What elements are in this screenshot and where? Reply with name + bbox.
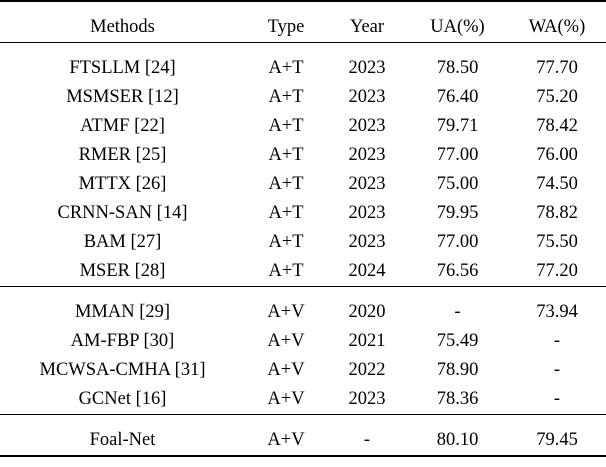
cell-wa: 73.94 <box>536 301 578 322</box>
cell-method: MSER [28] <box>79 261 166 282</box>
cell-type: A+V <box>267 360 305 381</box>
table-row <box>0 141 606 170</box>
cell-year: 2022 <box>348 360 386 381</box>
cell-wa: 78.42 <box>536 115 578 136</box>
rule-between-groups-1 <box>0 287 606 298</box>
cell-method: MTTX [26] <box>78 173 167 194</box>
cell-year: 2021 <box>348 331 386 352</box>
table-body <box>0 1 606 467</box>
cell-wa: 77.70 <box>536 57 578 78</box>
cell-wa: 78.82 <box>536 203 578 224</box>
table-header-row <box>0 13 606 43</box>
cell-method: MSMSER [12] <box>66 86 179 107</box>
cell-wa: 74.50 <box>536 173 578 194</box>
cell-type: A+T <box>268 144 304 165</box>
cell-type: A+V <box>267 429 305 450</box>
cell-ua: 79.71 <box>436 115 479 136</box>
table-row <box>0 199 606 228</box>
table-row <box>0 298 606 327</box>
cell-method: RMER [25] <box>78 144 167 165</box>
cell-wa: - <box>553 389 561 410</box>
rule-between-groups-2 <box>0 415 606 426</box>
cell-ua: 79.95 <box>436 203 479 224</box>
cell-ua: 75.49 <box>436 331 479 352</box>
cell-type: A+V <box>267 301 305 322</box>
cell-wa: 76.00 <box>536 144 578 165</box>
cell-year: 2023 <box>348 86 386 107</box>
cell-type: A+T <box>268 232 304 253</box>
cell-method: BAM [27] <box>83 232 162 253</box>
table-row <box>0 82 606 111</box>
cell-ua: - <box>454 301 461 322</box>
cell-type: A+T <box>268 261 304 282</box>
cell-type: A+T <box>268 57 304 78</box>
cell-year: 2023 <box>348 115 386 136</box>
cell-type: A+T <box>268 203 304 224</box>
column-header-ua: UA(%) <box>430 16 485 37</box>
cell-type: A+T <box>268 115 304 136</box>
cell-ua: 78.50 <box>436 57 479 78</box>
table-row <box>0 111 606 140</box>
rule-bottom <box>0 456 606 467</box>
cell-ua: 76.40 <box>436 86 479 107</box>
cell-year: 2023 <box>348 203 386 224</box>
cell-wa: - <box>553 331 561 352</box>
cell-wa: 79.45 <box>536 429 578 450</box>
table-row <box>0 228 606 257</box>
cell-method: GCNet [16] <box>78 389 167 410</box>
table-row <box>0 53 606 82</box>
cell-ua: 77.00 <box>436 144 479 165</box>
table-row <box>0 356 606 385</box>
column-header-wa: WA(%) <box>528 16 586 37</box>
cell-year: 2024 <box>348 261 386 282</box>
cell-ua: 76.56 <box>436 261 479 282</box>
cell-year: 2020 <box>348 301 386 322</box>
cell-year: 2023 <box>348 173 386 194</box>
cell-type: A+T <box>268 86 304 107</box>
cell-wa: 75.50 <box>536 232 578 253</box>
cell-method: AM-FBP [30] <box>70 331 175 352</box>
rule-top <box>0 1 606 13</box>
cell-wa: 77.20 <box>536 261 578 282</box>
table-row <box>0 385 606 415</box>
table-row-highlighted <box>0 426 606 456</box>
cell-ua: 78.90 <box>436 360 479 381</box>
cell-year: 2023 <box>348 57 386 78</box>
cell-wa: 75.20 <box>536 86 578 107</box>
cell-ua: 75.00 <box>436 173 479 194</box>
cell-method: Foal-Net <box>89 429 156 450</box>
cell-ua: 80.10 <box>436 429 479 450</box>
cell-method: MMAN [29] <box>74 301 171 322</box>
cell-type: A+V <box>267 331 305 352</box>
cell-year: 2023 <box>348 232 386 253</box>
rule-under-header <box>0 42 606 53</box>
column-header-type: Type <box>267 16 305 37</box>
cell-ua: 77.00 <box>436 232 479 253</box>
cell-method: FTSLLM [24] <box>69 57 176 78</box>
cell-year: 2023 <box>348 144 386 165</box>
cell-method: MCWSA-CMHA [31] <box>39 360 206 381</box>
cell-method: ATMF [22] <box>80 115 165 136</box>
table-row <box>0 257 606 287</box>
column-header-year: Year <box>349 16 385 37</box>
cell-type: A+V <box>267 389 305 410</box>
cell-year: - <box>363 429 371 450</box>
cell-wa: - <box>553 360 561 381</box>
table-row <box>0 327 606 356</box>
column-header-methods: Methods <box>90 16 155 37</box>
cell-type: A+T <box>268 173 304 194</box>
cell-method: CRNN-SAN [14] <box>57 203 188 224</box>
cell-ua: 78.36 <box>436 389 479 410</box>
table-row <box>0 170 606 199</box>
cell-year: 2023 <box>348 389 386 410</box>
